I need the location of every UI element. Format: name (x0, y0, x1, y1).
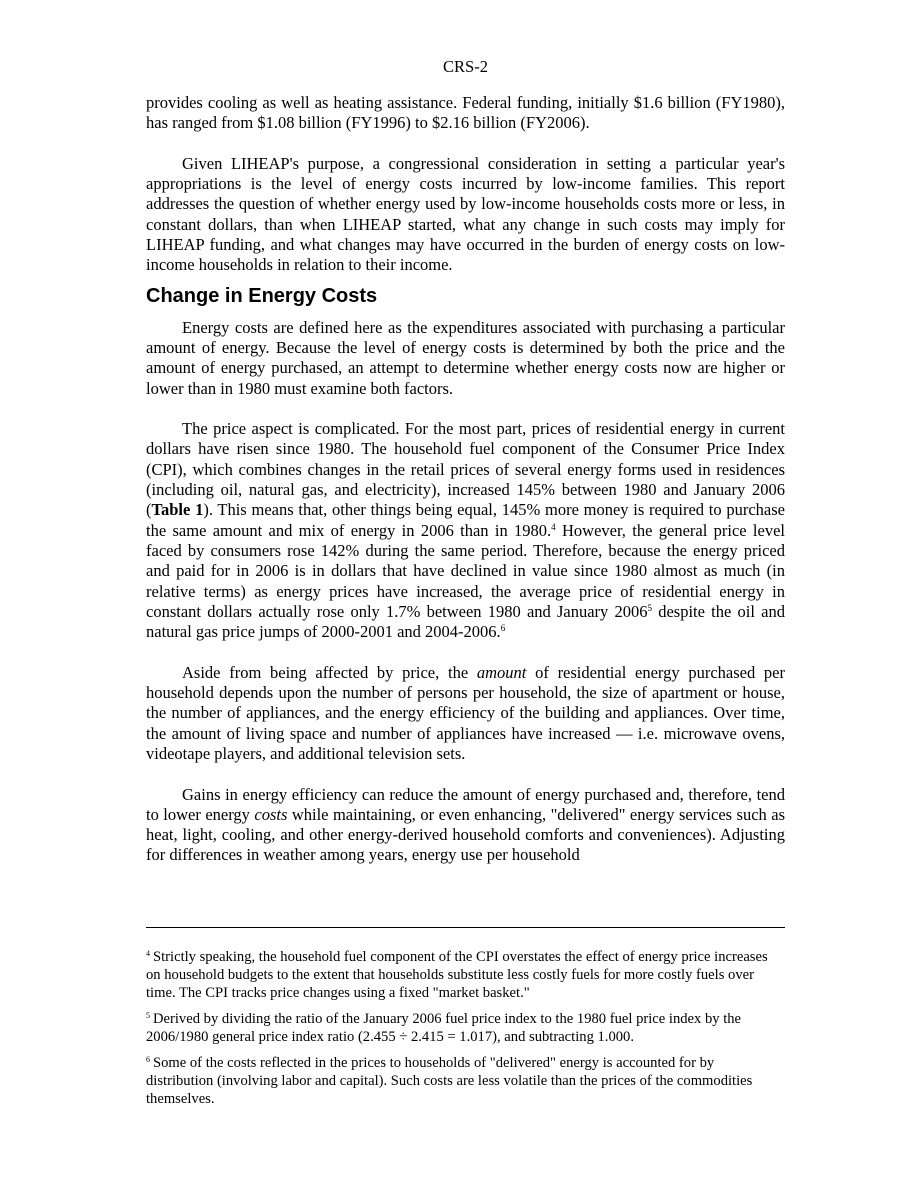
footnote-divider (146, 927, 785, 928)
footnote-text: Strictly speaking, the household fuel component of the CPI overstates the effect of energy price increases on household budgets to the extent that households substitute less costly fuels for more costly fuels over time. The CPI tracks price changes using a fixed "market basket." (146, 949, 768, 1001)
footnote-text: Derived by dividing the ratio of the January 2006 fuel price index to the 1980 fuel price index by the 2006/1980 general price index ratio (2.455 ÷ 2.415 = 1.017), and subtracting 1.000. (146, 1011, 742, 1045)
paragraph-4-text-e: despite the oil and natural gas price jumps of 2000-2001 and 2004-2006. (146, 601, 785, 642)
footnote-number: 5 (146, 1011, 150, 1020)
paragraph-3: Energy costs are defined here as the expenditures associated with purchasing a particular amount of energy. Because the level of energy costs is determined by both the price and the amount of energy purchased, an attempt to determine whether energy costs now are higher or lower than in 1980 must examine both factors. (146, 317, 785, 398)
footnote-number: 6 (146, 1055, 150, 1064)
paragraph-5 (146, 663, 785, 764)
paragraph-4-text-d: However, the general price level faced by consumers rose 142% during the same period. Therefore, because the energy priced and paid for in 2006 is in dollars that have declined in value since 1980 almost as much (in relative terms) as energy prices have increased, the average price of residential energy in constant dollars actually rose only 1.7% between 1980 and January 2006 (146, 520, 785, 621)
footnotes (146, 948, 785, 1116)
paragraph-1: provides cooling as well as heating assistance. Federal funding, initially $1.6 billion (FY1980), has ranged from $1.08 billion (FY1996) to $2.16 billion (FY2006). (146, 93, 785, 133)
paragraph-5-text-a: Aside from being affected by price, the (182, 662, 477, 682)
table-1-reference: Table 1 (151, 500, 204, 520)
footnote-text: Some of the costs reflected in the prices to households of "delivered" energy is accounted for by distribution (involving labor and capital). Such costs are less volatile than the prices of the commodities themselves. (146, 1055, 753, 1107)
footnote-number: 4 (146, 949, 150, 958)
body-text (146, 93, 785, 866)
paragraph-4 (146, 419, 785, 642)
paragraph-6 (146, 785, 785, 866)
footnote-6 (146, 1054, 785, 1108)
section-heading: Change in Energy Costs (146, 284, 378, 307)
amount-emphasis: amount (476, 662, 527, 682)
costs-emphasis: costs (254, 804, 288, 824)
paragraph-6-text-a: Gains in energy efficiency can reduce the amount of energy purchased and, therefore, tend to lower energy (146, 784, 785, 824)
paragraph-2: Given LIHEAP's purpose, a congressional consideration in setting a particular year's appropriations is the level of energy costs incurred by low-income families. This report addresses the question of whether energy used by low-income households costs more or less, in constant dollars, than when LIHEAP started, what any change in such costs may imply for LIHEAP funding, and what changes may have occurred in the burden of energy costs on low-income households in relation to their income. (146, 153, 785, 275)
footnote-ref-5: 5 (647, 602, 653, 613)
paragraph-5-text-c: of residential energy purchased per household depends upon the number of persons per household, the size of apartment or house, the number of appliances, and the energy efficiency of the building and appliances. Over time, the amount of living space and number of appliances have increased — i.e. microwave ovens, videotape players, and additional television sets. (146, 662, 786, 763)
page-header: CRS-2 (443, 57, 488, 76)
paragraph-4-text-c: ). This means that, other things being equal, 145% more money is required to purchase the same amount and mix of energy in 2006 than in 1980. (146, 500, 785, 540)
paragraph-4-text-a: The price aspect is complicated. For the most part, prices of residential energy in current dollars have risen since 1980. The household fuel component of the Consumer Price Index (CPI), which combines changes in the retail prices of several energy forms used in residences (including oil, natural gas, and electricity), increased 145% between 1980 and January 2006 ( (146, 419, 785, 520)
footnote-ref-4: 4 (551, 521, 556, 532)
footnote-5 (146, 1010, 785, 1046)
footnote-ref-6: 6 (500, 623, 506, 634)
paragraph-6-text-c: while maintaining, or even enhancing, "delivered" energy services such as heat, light, cooling, and other energy-derived household comforts and conveniences). Adjusting for differences in weather among years, energy use per household (146, 804, 785, 865)
footnote-4 (146, 948, 785, 1002)
